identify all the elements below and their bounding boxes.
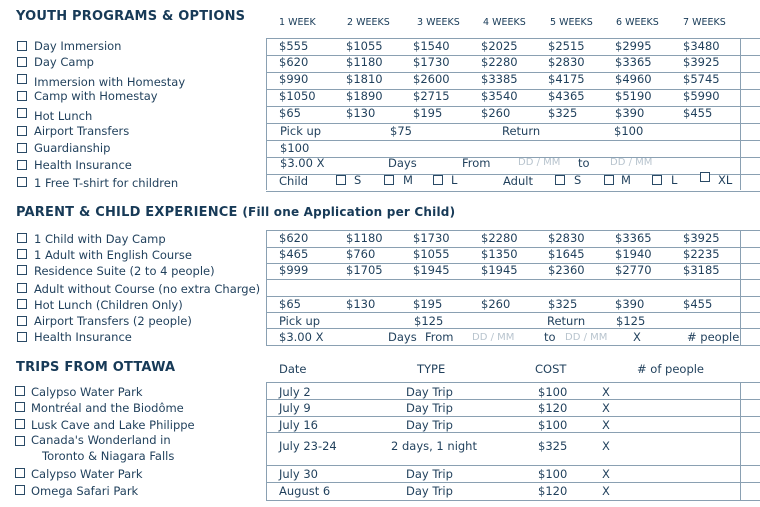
trip-type: Day Trip <box>406 467 453 481</box>
price-cell: $1945 <box>481 263 518 277</box>
youth-program-label: Day Camp <box>34 55 94 69</box>
tshirt-label: 1 Free T-shirt for children <box>34 176 179 190</box>
price-cell: $555 <box>279 39 309 53</box>
parent-health-people: # people <box>687 330 740 344</box>
adult-s-label: S <box>574 173 582 187</box>
youth-health-rate: $3.00 X <box>280 156 325 170</box>
parent-health-to: to <box>544 330 556 344</box>
price-cell: $130 <box>346 106 376 120</box>
price-cell: $999 <box>279 263 309 277</box>
child-l-checkbox[interactable] <box>433 175 443 185</box>
price-cell: $1940 <box>615 247 652 261</box>
trip-date: July 30 <box>279 467 318 481</box>
youth-airport-return-price: $100 <box>614 124 644 138</box>
trip-date: July 16 <box>279 418 318 432</box>
trip-type: Day Trip <box>406 385 453 399</box>
parent-option-checkbox[interactable] <box>17 265 27 275</box>
trips-header-people: # of people <box>637 362 705 376</box>
youth-program-label: Hot Lunch <box>34 109 93 123</box>
adult-s-checkbox[interactable] <box>555 175 565 185</box>
youth-health-from-date[interactable]: DD / MM <box>518 157 561 168</box>
trip-checkbox[interactable] <box>15 468 25 478</box>
youth-health-to: to <box>578 156 590 170</box>
youth-section-title: YOUTH PROGRAMS & OPTIONS <box>16 9 246 24</box>
trip-cost: $325 <box>538 439 568 453</box>
price-cell: $2025 <box>481 39 518 53</box>
trip-label: Montréal and the Biodôme <box>31 401 184 415</box>
trips-header-cost: COST <box>535 362 567 376</box>
adult-xl-label: XL <box>718 173 733 187</box>
price-cell: $2515 <box>548 39 585 53</box>
grid-line <box>740 38 741 190</box>
week-column-header: 4 WEEKS <box>483 17 526 28</box>
price-cell: $3480 <box>683 39 720 53</box>
price-cell: $1540 <box>413 39 450 53</box>
parent-option-checkbox[interactable] <box>17 283 27 293</box>
grid-line <box>266 230 267 345</box>
parent-health-days: Days <box>388 330 417 344</box>
youth-program-label: Camp with Homestay <box>34 89 158 103</box>
parent-option-label: 1 Child with Day Camp <box>34 232 166 246</box>
trip-type: Day Trip <box>406 484 453 498</box>
parent-health-checkbox[interactable] <box>17 332 27 342</box>
price-cell: $1645 <box>548 247 585 261</box>
parent-option-checkbox[interactable] <box>17 299 27 309</box>
parent-option-label: Residence Suite (2 to 4 people) <box>34 264 215 278</box>
price-cell: $1050 <box>279 89 316 103</box>
grid-line <box>266 279 760 280</box>
week-column-header: 1 WEEK <box>279 17 316 28</box>
price-cell: $465 <box>279 247 309 261</box>
trip-checkbox[interactable] <box>15 386 25 396</box>
price-cell: $2280 <box>481 231 518 245</box>
youth-airport-checkbox[interactable] <box>17 126 27 136</box>
youth-health-to-date[interactable]: DD / MM <box>610 157 653 168</box>
youth-airport-pickup-price: $75 <box>390 124 412 138</box>
youth-program-checkbox[interactable] <box>17 108 27 118</box>
trip-people-x: X <box>602 385 610 399</box>
youth-airport-return: Return <box>502 124 541 138</box>
price-cell: $1055 <box>346 39 383 53</box>
price-cell: $760 <box>346 247 376 261</box>
price-cell: $3925 <box>683 55 720 69</box>
price-cell: $3540 <box>481 89 518 103</box>
price-cell: $2600 <box>413 72 450 86</box>
parent-health-from: From <box>425 330 454 344</box>
youth-health-checkbox[interactable] <box>17 160 27 170</box>
trip-checkbox[interactable] <box>15 436 25 446</box>
tshirt-checkbox[interactable] <box>17 177 27 187</box>
youth-program-checkbox[interactable] <box>17 57 27 67</box>
grid-line <box>266 382 760 383</box>
grid-line <box>266 157 760 158</box>
grid-line <box>266 432 760 433</box>
price-cell: $1730 <box>413 55 450 69</box>
trip-people-x: X <box>602 418 610 432</box>
adult-l-label: L <box>671 173 678 187</box>
tshirt-adult-label: Adult <box>503 174 533 188</box>
trip-label-line2: Toronto & Niagara Falls <box>42 449 175 463</box>
trips-section-title: TRIPS FROM OTTAWA <box>16 360 176 375</box>
price-cell: $195 <box>413 297 443 311</box>
price-cell: $3365 <box>615 55 652 69</box>
grid-line <box>266 345 760 346</box>
price-cell: $5190 <box>615 89 652 103</box>
grid-line <box>266 382 267 500</box>
parent-airport-return: Return <box>547 314 586 328</box>
price-cell: $260 <box>481 106 511 120</box>
price-cell: $325 <box>548 297 578 311</box>
trip-label: Omega Safari Park <box>31 484 139 498</box>
trip-checkbox[interactable] <box>15 419 25 429</box>
price-cell: $1705 <box>346 263 383 277</box>
trip-people-x: X <box>602 439 610 453</box>
trip-type: Day Trip <box>406 418 453 432</box>
grid-line <box>740 382 741 500</box>
parent-option-checkbox[interactable] <box>17 249 27 259</box>
price-cell: $990 <box>279 72 309 86</box>
child-s-checkbox[interactable] <box>336 175 346 185</box>
parent-health-from-date[interactable]: DD / MM <box>472 332 515 343</box>
parent-airport-checkbox[interactable] <box>17 316 27 326</box>
trip-type: 2 days, 1 night <box>391 439 477 453</box>
price-cell: $620 <box>279 55 309 69</box>
child-l-label: L <box>451 173 458 187</box>
adult-xl-checkbox[interactable] <box>700 172 710 182</box>
parent-subtitle: (Fill one Application per Child) <box>242 205 456 219</box>
child-m-label: M <box>403 173 413 187</box>
trip-label: Lusk Cave and Lake Philippe <box>31 418 195 432</box>
youth-health-days: Days <box>388 156 417 170</box>
parent-airport-pickup: Pick up <box>279 314 321 328</box>
parent-option-label: Hot Lunch (Children Only) <box>34 298 183 312</box>
parent-health-x: X <box>633 330 641 344</box>
trip-date: July 23-24 <box>279 439 337 453</box>
price-cell: $2715 <box>413 89 450 103</box>
grid-line <box>266 328 760 329</box>
grid-line <box>266 140 760 141</box>
adult-l-checkbox[interactable] <box>652 175 662 185</box>
parent-option-label: 1 Adult with English Course <box>34 248 192 262</box>
youth-program-checkbox[interactable] <box>17 91 27 101</box>
price-cell: $455 <box>683 297 713 311</box>
price-cell: $4960 <box>615 72 652 86</box>
trip-checkbox[interactable] <box>15 402 25 412</box>
price-cell: $1350 <box>481 247 518 261</box>
parent-health-rate: $3.00 X <box>279 330 324 344</box>
price-cell: $1730 <box>413 231 450 245</box>
youth-program-label: Immersion with Homestay <box>34 75 186 89</box>
price-cell: $65 <box>279 106 301 120</box>
guardianship-price: $100 <box>280 141 310 155</box>
trip-date: July 9 <box>279 401 311 415</box>
guardianship-checkbox[interactable] <box>17 143 27 153</box>
grid-line <box>740 230 741 345</box>
trip-label: Calypso Water Park <box>31 467 143 481</box>
youth-health-from: From <box>462 156 491 170</box>
grid-line <box>266 500 760 501</box>
price-cell: $3385 <box>481 72 518 86</box>
price-cell: $195 <box>413 106 443 120</box>
parent-title-text: PARENT & CHILD EXPERIENCE <box>16 205 238 220</box>
youth-airport-label: Airport Transfers <box>34 124 130 138</box>
youth-program-checkbox[interactable] <box>17 74 27 84</box>
trip-cost: $100 <box>538 467 568 481</box>
parent-option-checkbox[interactable] <box>17 233 27 243</box>
price-cell: $2995 <box>615 39 652 53</box>
trip-label: Canada's Wonderland in <box>31 433 171 447</box>
trip-date: July 2 <box>279 385 311 399</box>
trip-people-x: X <box>602 401 610 415</box>
trip-cost: $100 <box>538 385 568 399</box>
parent-airport-pickup-price: $125 <box>414 314 444 328</box>
parent-airport-return-price: $125 <box>616 314 646 328</box>
adult-m-label: M <box>621 173 631 187</box>
price-cell: $260 <box>481 297 511 311</box>
parent-airport-label: Airport Transfers (2 people) <box>34 314 192 328</box>
adult-m-checkbox[interactable] <box>604 175 614 185</box>
price-cell: $5745 <box>683 72 720 86</box>
trip-label: Calypso Water Park <box>31 385 143 399</box>
youth-program-label: Day Immersion <box>34 39 122 53</box>
grid-line <box>266 38 267 190</box>
price-cell: $2830 <box>548 55 585 69</box>
youth-program-checkbox[interactable] <box>17 41 27 51</box>
price-cell: $4365 <box>548 89 585 103</box>
grid-line <box>266 416 760 417</box>
trip-people-x: X <box>602 484 610 498</box>
price-cell: $455 <box>683 106 713 120</box>
price-cell: $3925 <box>683 231 720 245</box>
grid-line <box>266 312 760 313</box>
youth-health-label: Health Insurance <box>34 158 132 172</box>
child-m-checkbox[interactable] <box>384 175 394 185</box>
price-cell: $2280 <box>481 55 518 69</box>
price-cell: $1180 <box>346 55 383 69</box>
trips-header-type: TYPE <box>417 362 446 376</box>
youth-airport-pickup: Pick up <box>280 124 322 138</box>
price-cell: $390 <box>615 106 645 120</box>
price-cell: $3185 <box>683 263 720 277</box>
price-cell: $1890 <box>346 89 383 103</box>
tshirt-child-label: Child <box>279 174 309 188</box>
parent-option-label: Adult without Course (no extra Charge) <box>34 282 261 296</box>
price-cell: $2235 <box>683 247 720 261</box>
parent-health-to-date[interactable]: DD / MM <box>565 332 608 343</box>
grid-line <box>266 482 760 483</box>
week-column-header: 3 WEEKS <box>417 17 460 28</box>
trip-cost: $120 <box>538 401 568 415</box>
child-s-label: S <box>354 173 362 187</box>
price-cell: $1945 <box>413 263 450 277</box>
guardianship-label: Guardianship <box>34 141 111 155</box>
trip-people-x: X <box>602 467 610 481</box>
grid-line <box>266 399 760 400</box>
trip-type: Day Trip <box>406 401 453 415</box>
price-cell: $1055 <box>413 247 450 261</box>
week-column-header: 5 WEEKS <box>550 17 593 28</box>
trip-date: August 6 <box>279 484 331 498</box>
price-cell: $2360 <box>548 263 585 277</box>
week-column-header: 2 WEEKS <box>347 17 390 28</box>
price-cell: $1180 <box>346 231 383 245</box>
price-cell: $5990 <box>683 89 720 103</box>
grid-line <box>266 465 760 466</box>
trip-cost: $120 <box>538 484 568 498</box>
grid-line <box>266 191 760 192</box>
price-cell: $4175 <box>548 72 585 86</box>
trip-checkbox[interactable] <box>15 485 25 495</box>
price-cell: $2770 <box>615 263 652 277</box>
price-cell: $2830 <box>548 231 585 245</box>
price-cell: $620 <box>279 231 309 245</box>
week-column-header: 6 WEEKS <box>616 17 659 28</box>
parent-section-title <box>16 205 455 220</box>
trip-cost: $100 <box>538 418 568 432</box>
week-column-header: 7 WEEKS <box>683 17 726 28</box>
price-cell: $3365 <box>615 231 652 245</box>
price-cell: $65 <box>279 297 301 311</box>
price-cell: $325 <box>548 106 578 120</box>
price-cell: $390 <box>615 297 645 311</box>
trips-header-date: Date <box>279 362 307 376</box>
price-cell: $130 <box>346 297 376 311</box>
parent-health-label: Health Insurance <box>34 330 132 344</box>
price-cell: $1810 <box>346 72 383 86</box>
